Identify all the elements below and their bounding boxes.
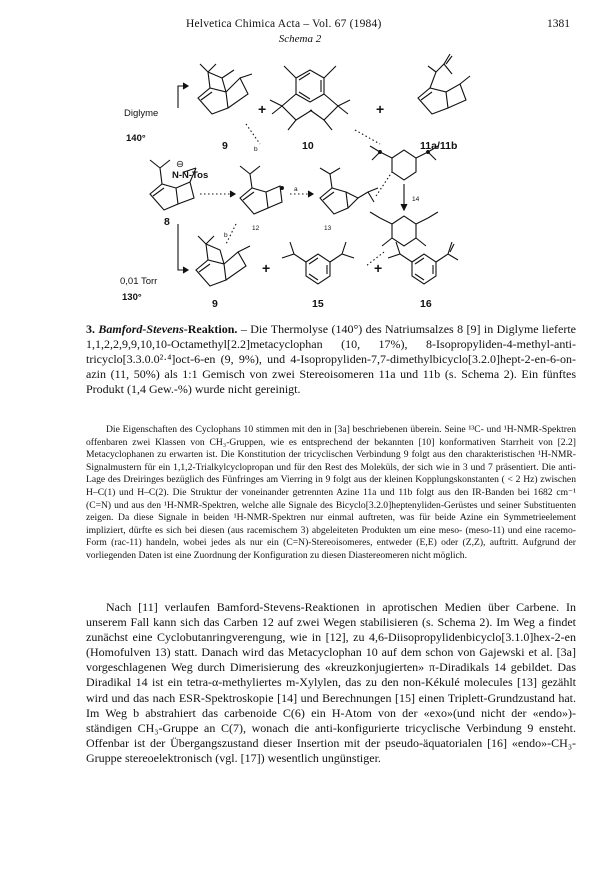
molecule-14-lower (370, 212, 438, 246)
compound-14: 14 (412, 196, 420, 203)
compound-13: 13 (324, 225, 332, 232)
page-number: 1381 (547, 18, 570, 30)
section-paragraph-1 (86, 322, 576, 397)
plus-sign-2: + (376, 101, 385, 117)
scheme-drawing (0, 48, 600, 318)
label-tosyl: N-N-Tos (172, 170, 209, 181)
label-anion: ⊖ (176, 159, 184, 170)
molecule-15 (282, 242, 354, 284)
path-a-label: a (294, 186, 298, 193)
plus-sign-1: + (258, 101, 267, 117)
label-temp-130: 130° (122, 292, 142, 303)
label-diglyme: Diglyme (124, 108, 159, 119)
molecule-9-bottom (196, 236, 250, 286)
compound-9-top: 9 (222, 140, 228, 152)
compound-12: 12 (252, 225, 260, 232)
reaction-scheme (0, 48, 600, 318)
small-print-note (86, 424, 576, 563)
compound-10: 10 (302, 140, 314, 152)
paragraph-1-text: – Die Thermolyse (140°) des Natriumsalzes 8 [9] in Diglyme lieferte 1,1,2,2,9,9,10,10-Octamethyl[2.2]metacyclophan (10, 17%), 8-Isopropyliden-4-methyl-anti-tricyclo[3.3.0.0²·⁴]oct-6-en (9, 9%), und 4-Isopropyliden-7,7-dimethylbicyclo[3.2.0]hept-2-en-6-on-azin (11, 50%) als 1:1 Gemisch von zwei Stereoisomeren 11a und 11b (s. Schema 2). Ein fünftes Produkt (1,4 Gew.-%) wurde nicht gereinigt. (86, 322, 576, 397)
paragraph-2-text: Nach [11] verlaufen Bamford-Stevens-Reaktionen in aprotischen Medien über Carbene. In unserem Fall kann sich das Carben 12 auf zwei Wegen stabilisieren (s. Schema 2). Im Weg a findet zunächst eine Cyclobutanringverengung, wie in [12], zu 4,6-Diisopropylidenbicyclo[3.1.0]hex-2-en (Homofulven 13) statt. Danach wird das Metacyclophan 10 auf dem schon von Gajewski et al. [3a] vorgeschlagenen Weg durch Dimerisierung des «kreuzkonjugierten» π-Diradikals 14 gebildet. Das Diradikal 14 ist ein tetra-α-methyliertes m-Xylylen, das zu den non-Kékulé molecules [13] gezählt wird und das nach ESR-Spektroskopie [14] und Berechnungen [15] einen Triplett-Grundzustand hat. Im Weg b abstrahiert das carbenoide C(6) ein H-Atom von der «exo»(und nicht der «endo»)-ständigen CH₃-Gruppe an C(7), wonach die anti-konfigurierte tricyclische Verbindung 9 ensteht. Offenbar ist der Übergangszustand dieser Insertion mit der pseudo-äquatorialen [16] «endo»-CH₃-Gruppe stereoelektronisch (vgl. [17]) wesentlich ungünstiger. (86, 600, 576, 765)
section-heading-rest: -Reaktion. (183, 322, 238, 336)
molecule-16 (388, 242, 458, 284)
path-b-label-bottom: b (224, 232, 228, 239)
path-b-label-top: b (254, 146, 258, 153)
plus-sign-4: + (374, 260, 383, 276)
plus-sign-3: + (262, 260, 271, 276)
section-name: Bamford-Stevens (98, 322, 184, 336)
journal-title: Helvetica Chimica Acta – Vol. 67 (1984) (186, 18, 382, 30)
compound-8: 8 (164, 216, 170, 228)
molecule-13 (320, 168, 378, 214)
running-header (56, 18, 570, 34)
molecule-11 (418, 54, 470, 114)
molecule-8 (150, 160, 196, 210)
compound-9-bottom: 9 (212, 298, 218, 310)
label-temp-140: 140° (126, 133, 146, 144)
molecule-10 (270, 66, 350, 130)
scheme-title: Schema 2 (278, 33, 322, 45)
molecule-9-top (198, 64, 252, 114)
small-print-text: Die Eigenschaften des Cyclophans 10 stimmen mit den in [3a] beschriebenen überein. Seine ¹³C- und ¹H-NMR-Spektren offenbaren zwei Klassen von CH₃-Gruppen, wie es entsprechend der bekannten [10] konformativen Starrheit von [2.2] Metacyclophanen zu erwarten ist. Die Konstitution der tricyclischen Verbindung 9 folgt aus den charakteristischen ¹H-NMR-Signalmustern für ein 1,1,2-Trialkylcyclopropan und für den Rest des Moleküls, der sich wie in 3 und 7 präsentiert. Die anti-Lage des Dreiringes bezüglich des Fünfringes am Vierring in 9 folgt aus der kleinen Kopplungskonstanten ( < 2 Hz) zwischen H–C(1) und H–C(2). Die Struktur der voneinander getrennten Azine 11a und 11b folgt aus den IR-Banden bei 1682 cm⁻¹ (C=N) und aus den ¹H-NMR-Spektren, welche alle Signale des Bicyclo[3.2.0]heptenyliden-Gerüstes und seiner Substituenten zeigen. Da diese Signale in beiden ¹H-NMR-Spektren nur einmal auftreten, was für beide Azine ein Symmetrieelement impliziert, dürfte es sich bei diesen (aus racemischem 3) abgeleiteten Produkten um eine meso- (meso-11) und eine racemo-Form (rac-11) handeln, wobei jedes als nur ein (C=N)-Stereoisomeres, entweder (E,E) oder (Z,Z), auftritt. Aufgrund der vorliegenden Daten ist eine Zuordnung der Konfiguration zu diesen Diastereomeren nicht möglich. (86, 424, 576, 561)
section-number: 3. (86, 322, 95, 336)
label-pressure: 0,01 Torr (120, 276, 158, 287)
molecule-12 (240, 166, 283, 214)
compound-15: 15 (312, 298, 324, 310)
compound-11: 11a/11b (420, 140, 458, 152)
compound-16: 16 (420, 298, 432, 310)
section-paragraph-2 (86, 600, 576, 766)
